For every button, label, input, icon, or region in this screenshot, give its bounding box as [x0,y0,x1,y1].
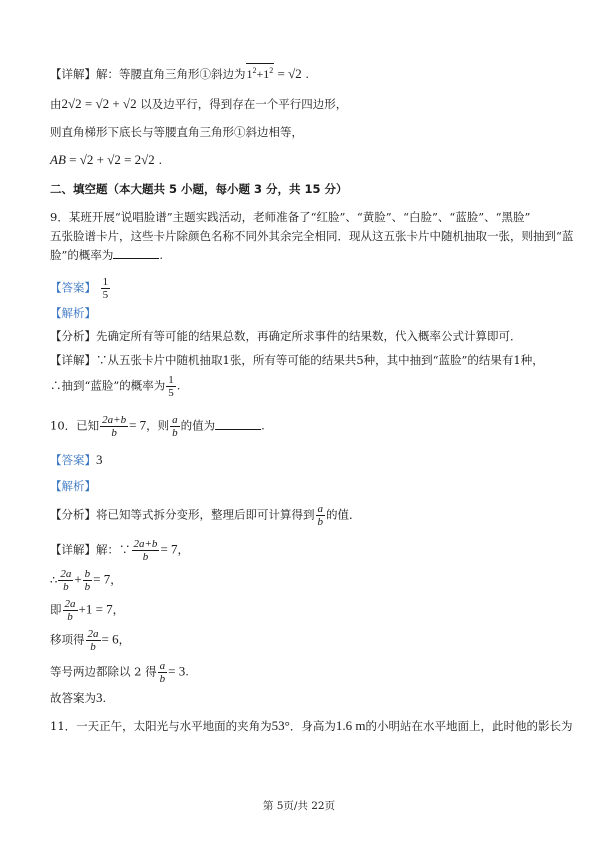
q9-line-1: 9．某班开展“说唱脸谱”主题实践活动，老师准备了“红脸”、“黄脸”、“白脸”、“蓝脸”、“黑脸” [50,210,531,224]
q10-detail: 【详解】解：∵ $\frac{2a+b}{b}$ = 7， [50,538,190,563]
answer-blank [113,247,159,259]
q10-step-4: 移项得 $\frac{2a}{b}$ = 6， [50,628,131,653]
answer-tag: 【答案】 [50,280,96,295]
q10-answer: 【答案】3 [50,452,103,467]
q9-analysis-tag: 【解析】 [50,306,96,320]
q10-fenxi: 【分析】将已知等式拆分变形，整理后即可计算得到 $\frac{a}{b}$ 的值． [50,503,361,528]
q9-line-2: 五张脸谱卡片，这些卡片除颜色名称不同外其余完全相同．现从这五张卡片中随机抽取一张，则抽到“蓝 [50,229,574,243]
q9-conclusion: ∴抽到“蓝脸”的概率为 $\frac{1}{5}$ . [50,374,181,399]
q9-answer [50,276,558,301]
q9-line-3: 脸”的概率为 . [50,248,164,262]
answer-blank [215,418,261,430]
section-heading: 二、填空题（本大题共 5 小题，每小题 3 分，共 15 分） [50,182,348,196]
detail-tag: 【详解】 [50,67,96,81]
trapezoid-line: 则直角梯形下底长与等腰直角三角形①斜边相等， [50,125,303,139]
page-footer: 第 5页/共 22页 [262,800,336,812]
q10-conclusion: 故答案为3. [50,690,107,705]
parallelogram-line: 由2√2 = √2 + √2 以及边平行，得到存在一个平行四边形， [50,96,348,111]
q10-step-3: 即 $\frac{2a}{b}$ +1 = 7， [50,598,125,623]
q10-analysis-tag: 【解析】 [50,479,96,493]
q9-fenxi: 【分析】先确定所有等可能的结果总数，再确定所求事件的结果数，代入概率公式计算即可． [50,329,522,343]
ab-equation: AB = √2 + √2 = 2√2 . [50,152,163,167]
q9-detail: 【详解】∵从五张卡片中随机抽取1张，所有等可能的结果共5种，其中抽到“蓝脸”的结果有1种， [50,353,544,367]
q11-question: 11．一天正午，太阳光与水平地面的夹角为53°．身高为1.6 m的小明站在水平地面上，此时他的影长为 [50,718,573,733]
q10-step-5: 等号两边都除以 2 得 $\frac{a}{b}$ = 3. [50,660,189,685]
q10-question: 10．已知 $\frac{2a+b}{b}$ = 7，则 $\frac{a}{b}$ 的值为 . [50,414,265,439]
fraction: $\frac{1}{5}$ [102,276,109,301]
q10-step-2: ∴ $\frac{2a}{b}$ + $\frac{b}{b}$ = 7， [50,568,122,593]
detail-line-1: 【详解】解：等腰直角三角形①斜边为$1^2+1^2 = √2$ . [50,63,558,82]
